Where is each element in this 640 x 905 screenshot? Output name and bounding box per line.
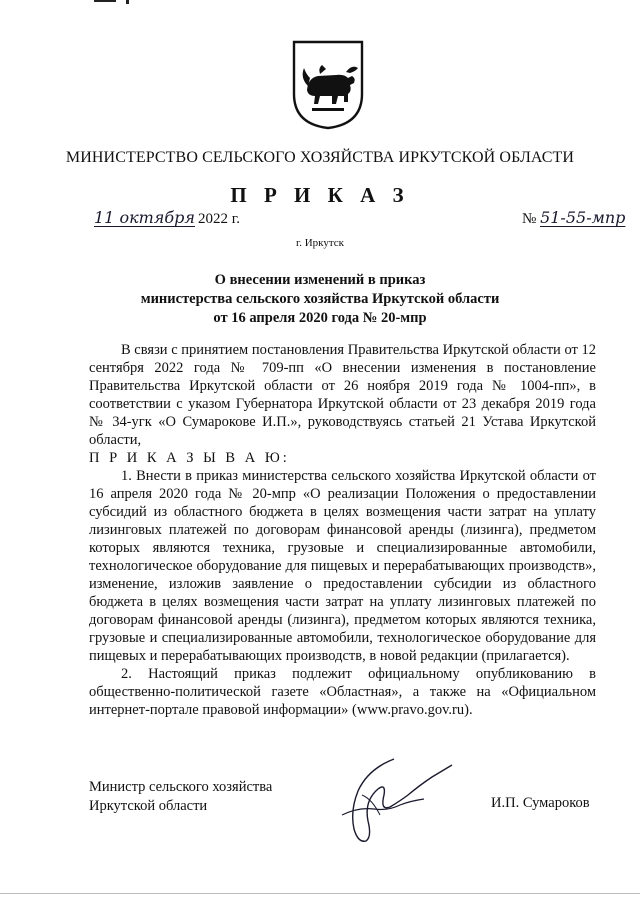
scan-artifact (0, 893, 640, 894)
subject-line: О внесении изменений в приказ (214, 272, 426, 288)
position-line: Министр сельского хозяйства (89, 779, 273, 795)
number-prefix: № (522, 211, 537, 227)
position-line: Иркутской области (89, 798, 208, 814)
document-type-heading: П Р И К А З (230, 183, 410, 207)
order-date (94, 208, 240, 232)
order-item-2: 2. Настоящий приказ подлежит официальному опубликованию в общественно-политической газете «Областная», а также на «Официальном интернет-портале правовой информации» (www.pravo.gov.ru). (89, 666, 596, 718)
preamble-paragraph: В связи с принятием постановления Правительства Иркутской области от 12 сентября 2022 года № 709-пп «О внесении изменения в постановление Правительства Иркутской области от 26 ноября 2019 года № 1004-пп», в соответствии с указом Губернатора Иркутской области от 23 декабря 2019 года № 34-угк «О Сумарокове И.П.», руководствуясь статьей 21 Устава Иркутской области, (89, 342, 596, 448)
handwritten-number: 51-55-мпр (540, 208, 626, 227)
issue-city: г. Иркутск (295, 237, 345, 249)
subject-line: от 16 апреля 2020 года № 20-мпр (213, 310, 427, 326)
signatory-position (89, 778, 272, 816)
subject-line: министерства сельского хозяйства Иркутской области (140, 291, 500, 307)
order-body (89, 341, 596, 719)
date-year: 2022 г. (198, 211, 240, 227)
scan-artifact (94, 0, 116, 2)
order-subject (100, 271, 540, 328)
order-word: П Р И К А З Ы В А Ю: (89, 450, 290, 466)
order-number (522, 208, 625, 228)
coat-of-arms-icon (290, 38, 366, 130)
ministry-title: МИНИСТЕРСТВО СЕЛЬСКОГО ХОЗЯЙСТВА ИРКУТСКОЙ ОБЛАСТИ (65, 149, 575, 166)
order-item-1: 1. Внести в приказ министерства сельского хозяйства Иркутской области от 16 апреля 2020 года № 20-мпр «О реализации Положения о предоставлении субсидий из областного бюджета в целях возмещения части затрат на уплату лизинговых платежей по договорам финансовой аренды (лизинга), предметом которых являются техника, грузовые и специализированные автомобили, технологическое оборудование для пищевых и перерабатывающих производств», изменение, изложив заявление о предоставлении субсидии из областного бюджета в целях возмещения части затрат на уплату лизинговых платежей по договорам финансовой аренды (лизинга), предметом которых являются техника, грузовые и специализированные автомобили, технологическое оборудование для пищевых и перерабатывающих производств, в новой редакции (прилагается). (89, 468, 596, 664)
signatory-name: И.П. Сумароков (491, 795, 590, 811)
handwritten-signature (328, 755, 458, 850)
handwritten-date: 11 октября (94, 208, 195, 227)
scan-artifact (126, 0, 129, 4)
